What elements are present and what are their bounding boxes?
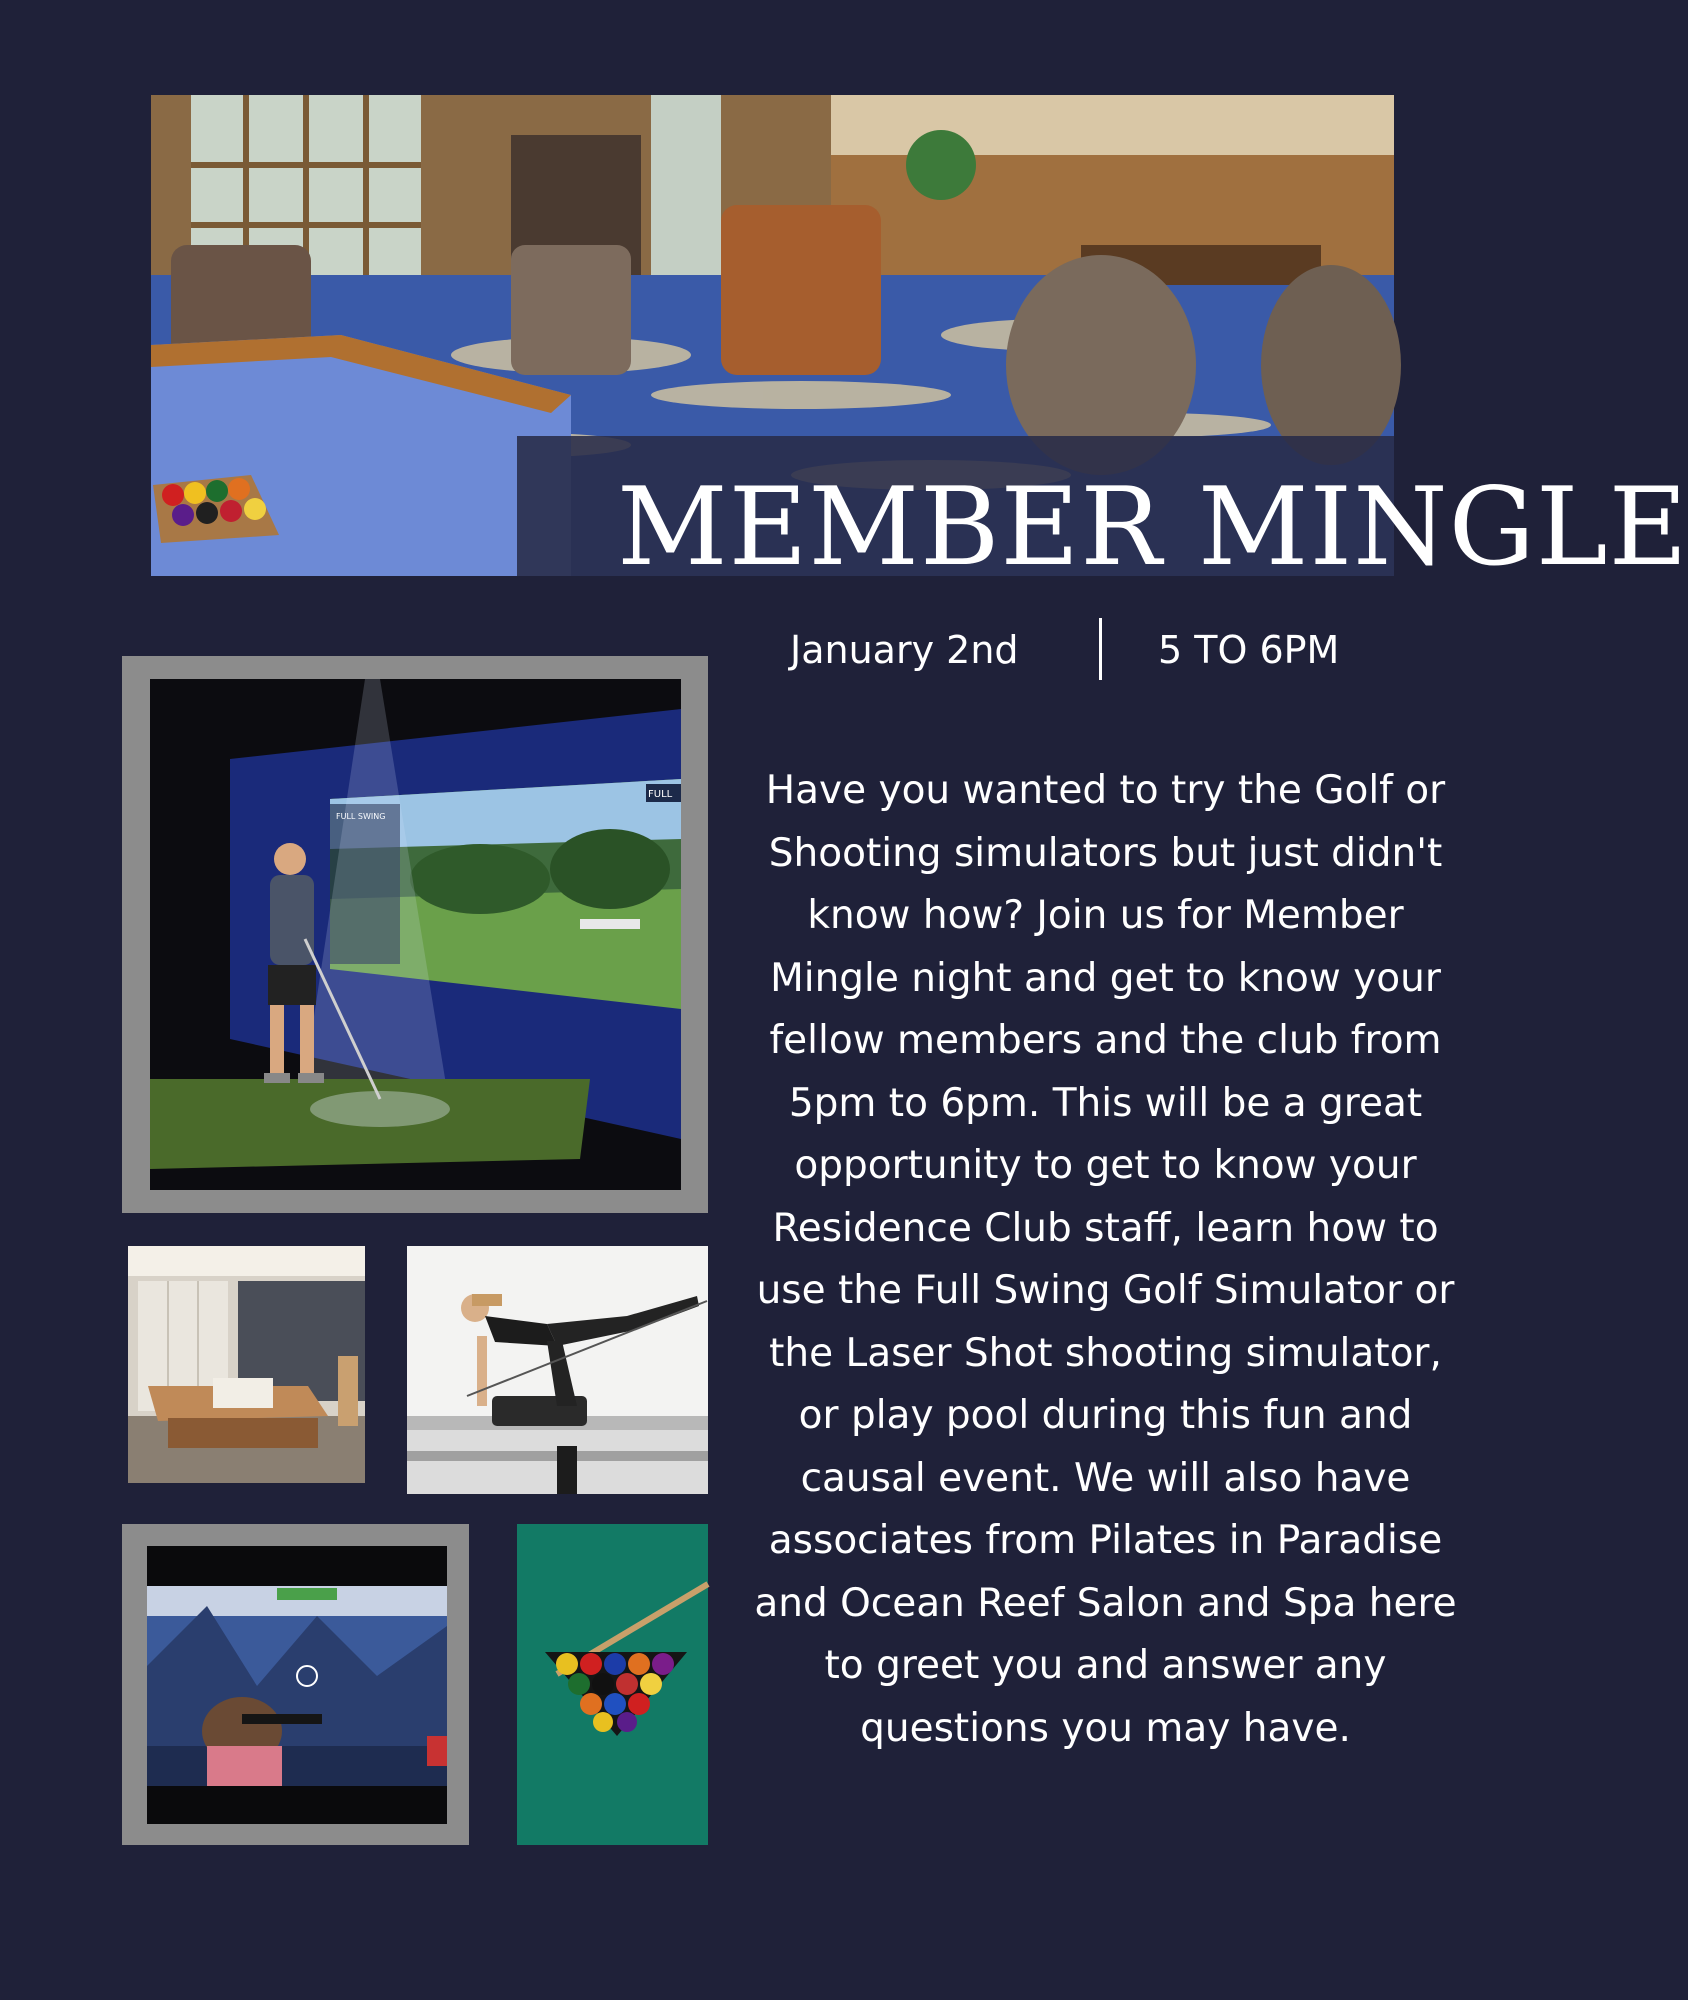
golf-simulator-photo — [150, 679, 681, 1190]
spa-massage-room-photo — [128, 1246, 365, 1483]
event-description: Have you wanted to try the Golf or Shooting simulators but just didn't know how? Join us for Member Mingle night and get to know your fellow members and the club from 5pm to 6pm. This will be a great opportunity to get to know your Residence Club staff, learn how to use the Full Swing Golf Simulator or the Laser Shot shooting simulator, or play pool during this fun and causal event. We will also have associates from Pilates in Paradise and Ocean Reef Salon and Spa here to greet you and answer any questions you may have. — [754, 768, 1457, 1751]
billiard-balls-photo — [517, 1524, 708, 1845]
event-time: 5 TO 6PM — [1158, 628, 1340, 672]
pilates-reformer-photo — [407, 1246, 708, 1494]
event-title: MEMBER MINGLE — [617, 465, 1688, 590]
shooting-simulator-photo — [147, 1546, 447, 1824]
date-time-divider — [1099, 618, 1102, 680]
event-date: January 2nd — [790, 628, 1019, 672]
golf-screen-corner-label: FULL — [648, 789, 673, 800]
golf-screen-label: FULL SWING — [336, 812, 386, 821]
